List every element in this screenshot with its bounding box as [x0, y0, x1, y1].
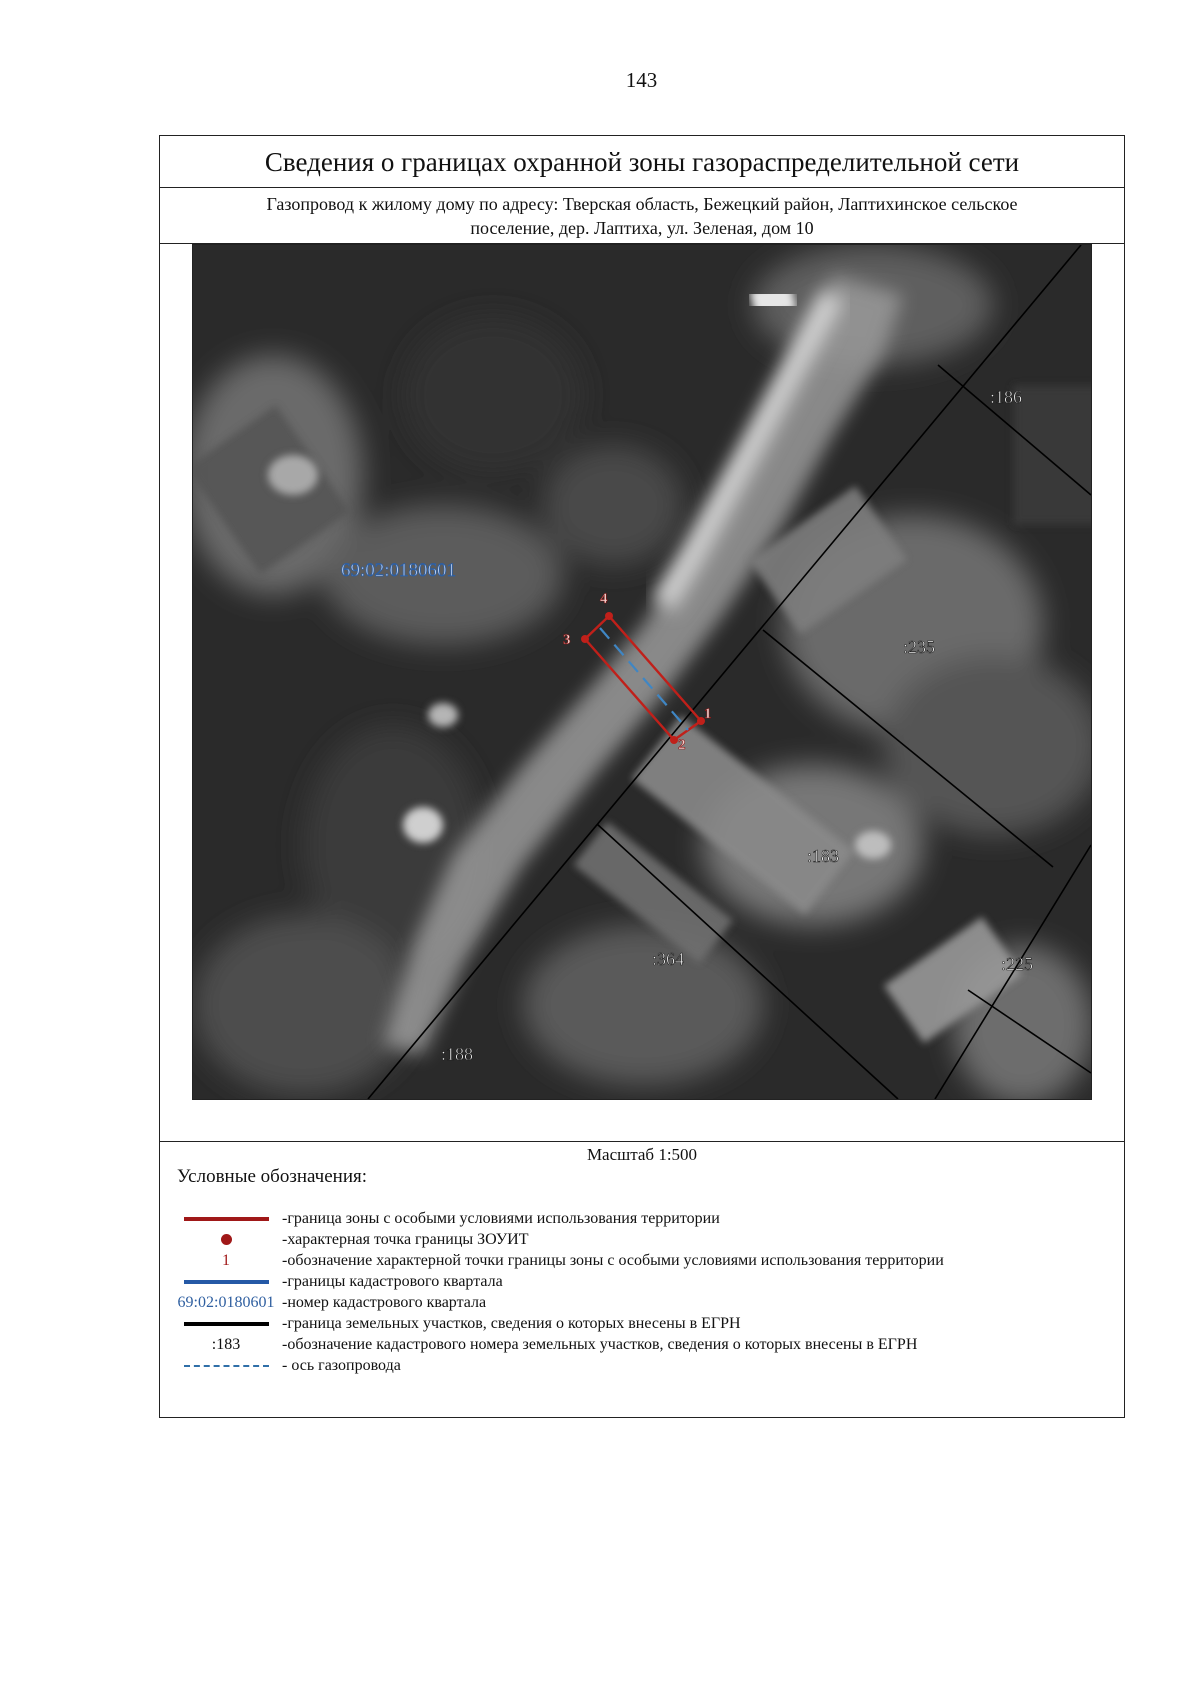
parcel-label-188: :188: [441, 1044, 474, 1064]
black-line-symbol: [184, 1322, 269, 1326]
blue-dash-symbol: [184, 1365, 269, 1367]
document-frame: [159, 135, 1125, 1418]
map-bottom-divider: [160, 1141, 1124, 1142]
legend-item-parcel-boundary: [170, 1313, 1110, 1334]
legend-item-gas-axis: [170, 1355, 1110, 1376]
legend-item-zone-boundary: [170, 1208, 1110, 1229]
blue-line-symbol: [184, 1280, 269, 1284]
map-svg: [193, 245, 1091, 1099]
point-label-2: 2: [678, 737, 686, 753]
legend-item-parcel-number: [170, 1334, 1110, 1355]
parcel-label-186: :186: [990, 387, 1023, 407]
legend-item-quarter-boundary: [170, 1271, 1110, 1292]
legend-text: -границы кадастрового квартала: [282, 1272, 503, 1290]
red-dot-symbol: [221, 1234, 232, 1245]
point-label-4: 4: [600, 591, 608, 607]
quarter-number-symbol: 69:02:0180601: [177, 1293, 275, 1311]
quarter-label: 69:02:0180601: [341, 560, 457, 581]
legend-text: -обозначение кадастрового номера земельных участков, сведения о которых внесены в ЕГРН: [282, 1335, 918, 1353]
aerial-map: [192, 244, 1092, 1100]
legend-text: -обозначение характерной точки границы зоны с особыми условиями использования территории: [282, 1251, 944, 1269]
red-line-symbol: [184, 1217, 269, 1221]
legend-text: -граница зоны с особыми условиями использования территории: [282, 1209, 720, 1227]
legend-text: -номер кадастрового квартала: [282, 1293, 487, 1311]
zone-point-2: [670, 736, 678, 744]
parcel-label-235: :235: [903, 637, 936, 657]
zone-point-4: [605, 612, 613, 620]
document-subtitle: [160, 188, 1124, 244]
legend-item-quarter-number: [170, 1292, 1110, 1313]
legend-text: -характерная точка границы ЗОУИТ: [282, 1230, 529, 1248]
legend-item-point-label: [170, 1250, 1110, 1271]
map-scale: Масштаб 1:500: [586, 1145, 698, 1164]
parcel-label-364: :364: [652, 949, 685, 969]
point-label-1: 1: [704, 706, 712, 722]
point-label-symbol: 1: [222, 1251, 230, 1269]
subtitle-line-2: поселение, дер. Лаптиха, ул. Зеленая, дом 10: [470, 218, 814, 238]
zone-point-3: [581, 635, 589, 643]
legend: [170, 1208, 1110, 1376]
legend-text: - ось газопровода: [282, 1356, 401, 1374]
parcel-label-225: :225: [1001, 954, 1034, 974]
legend-text: -граница земельных участков, сведения о которых внесены в ЕГРН: [282, 1314, 741, 1332]
parcel-number-symbol: :183: [211, 1335, 241, 1353]
aerial-imagery: [193, 245, 1091, 1099]
subtitle-line-1: Газопровод к жилому дому по адресу: Тверская область, Бежецкий район, Лаптихинское сельское: [266, 194, 1018, 214]
document-title: Сведения о границах охранной зоны газораспределительной сети: [160, 136, 1124, 188]
legend-title: Условные обозначения:: [177, 1166, 368, 1187]
point-label-3: 3: [563, 632, 571, 648]
page-number: 143: [625, 68, 658, 92]
parcel-label-183: :183: [807, 846, 840, 866]
legend-item-zone-point: [170, 1229, 1110, 1250]
